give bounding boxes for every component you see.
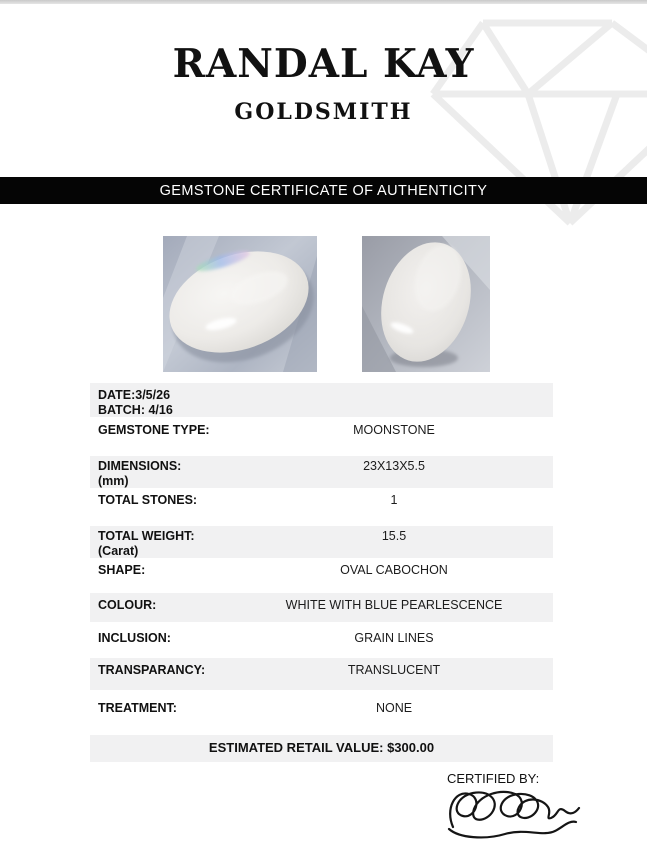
row-label: TREATMENT: (98, 701, 177, 715)
certificate-banner (0, 177, 647, 204)
row-label: INCLUSION: (98, 631, 171, 645)
row-value: 23X13X5.5 (363, 459, 425, 473)
row-label: GEMSTONE TYPE: (98, 423, 210, 437)
row-label: SHAPE: (98, 563, 146, 577)
table-row (90, 558, 553, 593)
row-label: DATE:3/5/26 (98, 388, 171, 402)
row-label: TOTAL WEIGHT: (98, 529, 195, 543)
row-value: TRANSLUCENT (347, 663, 441, 677)
table-row (90, 526, 553, 558)
row-value: GRAIN LINES (354, 631, 434, 645)
certificate-table (90, 383, 553, 762)
row-value: 15.5 (381, 529, 407, 543)
row-value: NONE (375, 701, 413, 715)
gemstone-photo-right (362, 236, 490, 372)
estimated-retail-value-row (90, 735, 553, 762)
table-row (90, 622, 553, 658)
row-label: TOTAL STONES: (98, 493, 198, 507)
row-value: MOONSTONE (353, 423, 435, 437)
signature (441, 783, 581, 843)
page-top-border (0, 0, 647, 4)
banner-title: GEMSTONE CERTIFICATE OF AUTHENTICITY (159, 182, 488, 199)
certified-by-label: CERTIFIED BY: (447, 771, 540, 786)
certificate-rows (90, 383, 553, 735)
row-value: 1 (390, 493, 398, 507)
brand-subtitle: GOLDSMITH (234, 99, 413, 125)
row-sublabel: (mm) (98, 474, 129, 488)
row-label: DIMENSIONS: (98, 459, 182, 473)
table-row (90, 658, 553, 690)
row-value (243, 388, 545, 417)
table-row (90, 488, 553, 526)
estimated-retail-value-label: ESTIMATED RETAIL VALUE: $300.00 (208, 740, 435, 755)
row-sublabel: (Carat) (98, 544, 139, 558)
table-row (90, 417, 553, 456)
brand-name: RANDAL KAY (172, 41, 475, 87)
row-label: COLOUR: (98, 598, 157, 612)
row-value: WHITE WITH BLUE PEARLESCENCE (285, 598, 503, 612)
row-sublabel: BATCH: 4/16 (98, 403, 173, 417)
row-label: TRANSPARANCY: (98, 663, 206, 677)
table-row (90, 456, 553, 488)
row-value: OVAL CABOCHON (340, 563, 448, 577)
table-row (90, 690, 553, 735)
table-row (90, 383, 553, 417)
gemstone-photo-left (163, 236, 317, 372)
table-row (90, 593, 553, 622)
